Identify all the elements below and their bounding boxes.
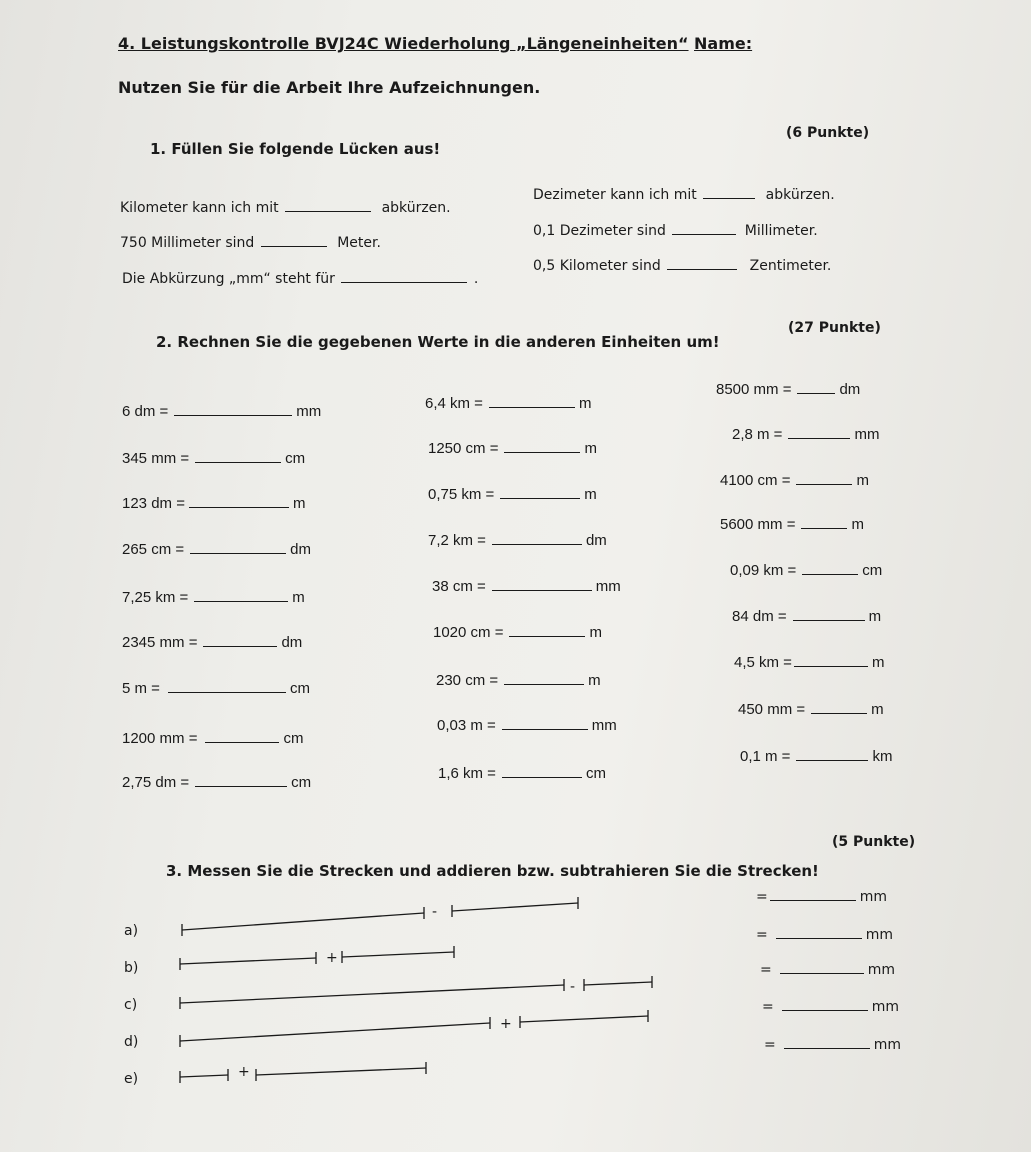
item-text-after: Meter. xyxy=(337,235,381,251)
segment-c2 xyxy=(584,976,652,991)
target-unit: m xyxy=(292,495,306,512)
item-text-before: Die Abkürzung „mm“ steht für xyxy=(122,271,335,287)
target-unit: dm xyxy=(281,634,303,651)
operator-e: + xyxy=(238,1064,250,1080)
target-unit: m xyxy=(851,516,864,533)
target-unit: m xyxy=(856,472,869,489)
target-unit: m xyxy=(292,589,305,606)
segment-d2 xyxy=(520,1010,648,1028)
given-value: 1250 cm = xyxy=(428,440,499,457)
row-label-d: d) xyxy=(124,1034,139,1050)
item-text-after: abkürzen. xyxy=(381,200,451,216)
target-unit: dm xyxy=(839,381,861,398)
given-value: 2345 mm = xyxy=(122,634,198,651)
item-text-after: . xyxy=(473,271,479,287)
given-value: 4,5 km = xyxy=(734,654,792,671)
name-label: Name: xyxy=(694,34,753,53)
given-value: 345 mm = xyxy=(122,450,190,467)
target-unit: mm xyxy=(595,578,621,595)
segment-d1 xyxy=(180,1017,490,1047)
item-text-before: 0,1 Dezimeter sind xyxy=(533,223,666,239)
worksheet-title: 4. Leistungskontrolle BVJ24C Wiederholung „Längeneinheiten“ xyxy=(118,34,689,53)
target-unit: km xyxy=(872,748,893,765)
item-text-after: abkürzen. xyxy=(765,187,835,203)
row-label-a: a) xyxy=(124,923,139,939)
item-text-after: Millimeter. xyxy=(744,223,818,239)
equals-sign: = xyxy=(762,999,774,1015)
task2-heading: 2. Rechnen Sie die gegebenen Werte in die anderen Einheiten um! xyxy=(156,333,720,351)
target-unit: cm xyxy=(291,774,312,791)
given-value: 0,1 m = xyxy=(740,748,791,765)
target-unit: cm xyxy=(283,730,304,747)
result-unit: mm xyxy=(865,927,894,943)
given-value: 8500 mm = xyxy=(716,381,792,398)
given-value: 38 cm = xyxy=(432,578,486,595)
equals-sign: = xyxy=(756,927,768,943)
task1-points: (6 Punkte) xyxy=(786,125,870,141)
given-value: 1020 cm = xyxy=(433,624,504,641)
target-unit: cm xyxy=(285,450,306,467)
given-value: 5 m = xyxy=(122,680,160,697)
result-unit: mm xyxy=(867,962,896,978)
given-value: 2,75 dm = xyxy=(122,774,190,791)
task3-points: (5 Punkte) xyxy=(832,834,916,850)
task3-heading: 3. Messen Sie die Strecken und addieren bzw. subtrahieren Sie die Strecken! xyxy=(166,862,819,880)
segment-c1 xyxy=(180,979,564,1009)
given-value: 1200 mm = xyxy=(122,730,198,747)
given-value: 7,25 km = xyxy=(122,589,189,606)
target-unit: cm xyxy=(862,562,883,579)
target-unit: m xyxy=(584,440,597,457)
given-value: 1,6 km = xyxy=(438,765,496,782)
given-value: 4100 cm = xyxy=(720,472,791,489)
item-text-before: 0,5 Kilometer sind xyxy=(533,258,661,274)
target-unit: mm xyxy=(591,717,617,734)
target-unit: cm xyxy=(289,680,310,697)
segment-b1 xyxy=(180,952,316,970)
given-value: 450 mm = xyxy=(738,701,806,718)
target-unit: mm xyxy=(854,426,880,443)
item-text-after: Zentimeter. xyxy=(749,258,832,274)
result-unit: mm xyxy=(873,1037,902,1053)
result-unit: mm xyxy=(871,999,900,1015)
equals-sign: = xyxy=(764,1037,776,1053)
target-unit: m xyxy=(868,608,882,625)
target-unit: m xyxy=(578,395,592,412)
target-unit: dm xyxy=(585,532,607,549)
target-unit: mm xyxy=(296,403,322,420)
given-value: 84 dm = xyxy=(732,608,787,625)
given-value: 0,03 m = xyxy=(437,717,496,734)
target-unit: m xyxy=(588,672,601,689)
equals-sign: = xyxy=(760,962,772,978)
item-text-before: Kilometer kann ich mit xyxy=(120,200,279,216)
item-text-before: 750 Millimeter sind xyxy=(120,235,255,251)
segment-e1 xyxy=(180,1069,228,1083)
segment-a2 xyxy=(452,897,578,917)
operator-b: + xyxy=(326,950,338,966)
given-value: 7,2 km = xyxy=(428,532,486,549)
target-unit: cm xyxy=(585,765,606,782)
operator-a: - xyxy=(432,904,438,920)
given-value: 230 cm = xyxy=(436,672,499,689)
given-value: 6,4 km = xyxy=(425,395,483,412)
segment-e2 xyxy=(256,1062,426,1081)
given-value: 123 dm = xyxy=(122,495,185,512)
equals-sign: = xyxy=(756,889,768,905)
task2-points: (27 Punkte) xyxy=(788,320,881,336)
target-unit: m xyxy=(584,486,597,503)
given-value: 2,8 m = xyxy=(732,426,783,443)
target-unit: dm xyxy=(290,541,311,558)
given-value: 6 dm = xyxy=(122,403,169,420)
segment-b2 xyxy=(342,946,454,963)
target-unit: m xyxy=(871,701,884,718)
item-text-before: Dezimeter kann ich mit xyxy=(533,187,697,203)
target-unit: m xyxy=(871,654,885,671)
given-value: 5600 mm = xyxy=(720,516,796,533)
row-label-b: b) xyxy=(124,960,139,976)
row-label-c: c) xyxy=(124,997,138,1013)
result-unit: mm xyxy=(859,889,888,905)
given-value: 265 cm = xyxy=(122,541,185,558)
operator-d: + xyxy=(500,1016,512,1032)
row-label-e: e) xyxy=(124,1071,139,1087)
target-unit: m xyxy=(589,624,602,641)
given-value: 0,75 km = xyxy=(428,486,495,503)
task1-heading: 1. Füllen Sie folgende Lücken aus! xyxy=(150,140,441,158)
given-value: 0,09 km = xyxy=(730,562,797,579)
operator-c: - xyxy=(570,979,576,995)
segment-a1 xyxy=(182,907,424,936)
instruction-text: Nutzen Sie für die Arbeit Ihre Aufzeichnungen. xyxy=(118,78,541,97)
